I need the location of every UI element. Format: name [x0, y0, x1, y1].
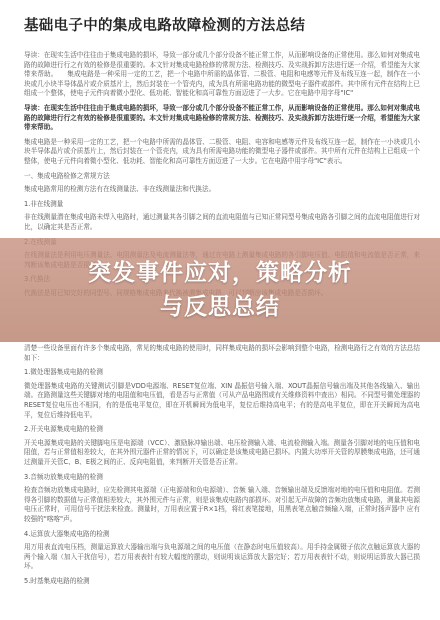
intro-paragraph: 导读：在现实生活中往往由于集成电路的损坏，导致一部分或几个部分设备不能正常工作，从而影响设备的正常使用。那么如何对集成电路的故障进行行之有效的检修是很重要的。本文针对集成电路检修的常规方法、检测技巧、及实战拆卸方法进行逐一介绍，希望能为大家带来帮助。 集成电路是一种采用一定的工艺，把一个电路中所需的晶体管、二极管、电阻和电感等元件及布线互连一起，制作在一小块或几小块半导体晶片或介质基片上，然后封装在一个管壳内，成为具有所需电路功能的微型电子器件或部件。其中所有元件在结构上已组成一个整体，使电子元件向着微小型化、低功耗、智能化和高可靠性方面迈进了一大步。它在电路中用字母"IC"	[24, 51, 420, 98]
text-audio-amp: 检查音频功放集成电路时，应先检测其电源端（正电源端和负电源端）、音频 输入端、音频输出端及反馈端对地的电压值和电阻值。若测得各引脚的数据值与正常值相差较大，其外围元件与正常，则是该集成电路内部损坏。对引起无声故障的音频功放集成电路，测量其电源电压正常时，可用信号干扰法来检查。测量时，万用表应置于R×1档，将红表笔接地，用黑表笔点触音频输入端，正常时扬声器中 应有较强的"喀喀"声。	[24, 486, 420, 523]
text-microprocessor: 微处理器集成电路的关键测试引脚是VDD电源端、RESET复位端、XIN 晶振信号输入端、XOUT晶振信号输出端及其他各线输入、输出端。在路测量这些关键脚对地的电阻值和电压值，看是否与正常值（可从产品电路图或有关维修资料中查出）相同。不同型号微处理器的RESET复位电压也不相同，有的是低电平复位，即在开机瞬间为低电平，复位后维持高电平；有的是高电平复位，即在开关瞬间为高电平，复位后维持低电平。	[24, 381, 420, 419]
paragraph-ic-definition: 集成电路是一种采用一定的工艺，把一个电路中所需的晶体管、二极管、电阻、电容和电感等元件及布线互连一起，制作在一小块或几小块半导体晶片或介质基片上，然后封装在一个管壳内，成为具有所需电路功能的微型电子器件或部件。其中所有元件在结构上已组成一个整体，使电子元件向着微小型化、低功耗、智能化和高可靠性方面迈进了一大步。它在电路中用字母"IC"表示。	[24, 137, 420, 165]
heading-microprocessor: 1.微处理器集成电路的检测	[24, 368, 103, 377]
text-op-amp: 用万用表直流电压档，测量运算放大器输出端与负电源端之间的电压值（在静态时电压值较高）。用手持金属镊子依次点触运算放大器的两个输入端（加入干扰信号），若万用表表针有较大幅度的摆动，则说明该运算放大器完好；若万用表表针不动，则说明运算放大器已损坏。	[24, 543, 420, 571]
lower-intro: 清楚一些设备里面有许多个集成电路，常见的集成电路的使用时，同样集成电路的损坏会影响到整个电路，检测电路行之有效的方法总结如下：	[24, 344, 420, 362]
document-title: 基础电子中的集成电路故障检测的方法总结	[24, 18, 306, 34]
banner-line-2: 与反思总结	[160, 294, 280, 320]
subsection-heading-1-1: 1.非在线测量	[24, 199, 64, 208]
lower-content	[0, 342, 440, 590]
text-switching-power: 开关电源集成电路的关键脚电压是电源端（VCC）、激励脉冲输出端、电压检测输入端、电流检测输入端。测量各引脚对地的电压值和电阻值，若与正常值相差较大，在其外围元器件正常的情况下，可以确定是该集成电路已损坏。内置大功率开关管的厚膜集成电路，还可通过测量开关管C、B、E极之间的正、反向电阻值，来判断开关管是否正常。	[24, 438, 420, 466]
heading-switching-power: 2.开关电源集成电路的检测	[24, 425, 103, 434]
overlay-banner	[0, 238, 440, 342]
section-1-text: 集成电路常用的检测方法有在线测量法、非在线测量法和代换法。	[24, 185, 216, 194]
intro-bold-paragraph: 导读：在现实生活中往往由于集成电路的损坏，导致一部分或几个部分设备不能正常工作，从而影响设备的正常使用。那么如何对集成电路的故障进行行之有效的检修是很重要的。本文针对集成电路检修的常规方法、检测技巧、及实战拆卸方法进行逐一介绍，希望能为大家带来帮助。	[24, 103, 420, 132]
heading-op-amp: 4.运算放大器集成电路的检测	[24, 529, 110, 538]
section-heading-1: 一、集成电路检修之常规方法	[24, 171, 110, 180]
banner-line-1: 突发事件应对，策略分析	[88, 260, 352, 286]
heading-timer: 5.时基集成电路的检测	[24, 576, 90, 585]
subsection-1-1-text: 非在线测量潜在集成电路未焊入电路时，通过测量其各引脚之间的直流电阻值与已知正常同型号集成电路各引脚之间的直流电阻值进行对比，以确定其是否正常。	[24, 213, 420, 231]
heading-audio-amp: 3.音频功放集成电路的检测	[24, 472, 103, 481]
